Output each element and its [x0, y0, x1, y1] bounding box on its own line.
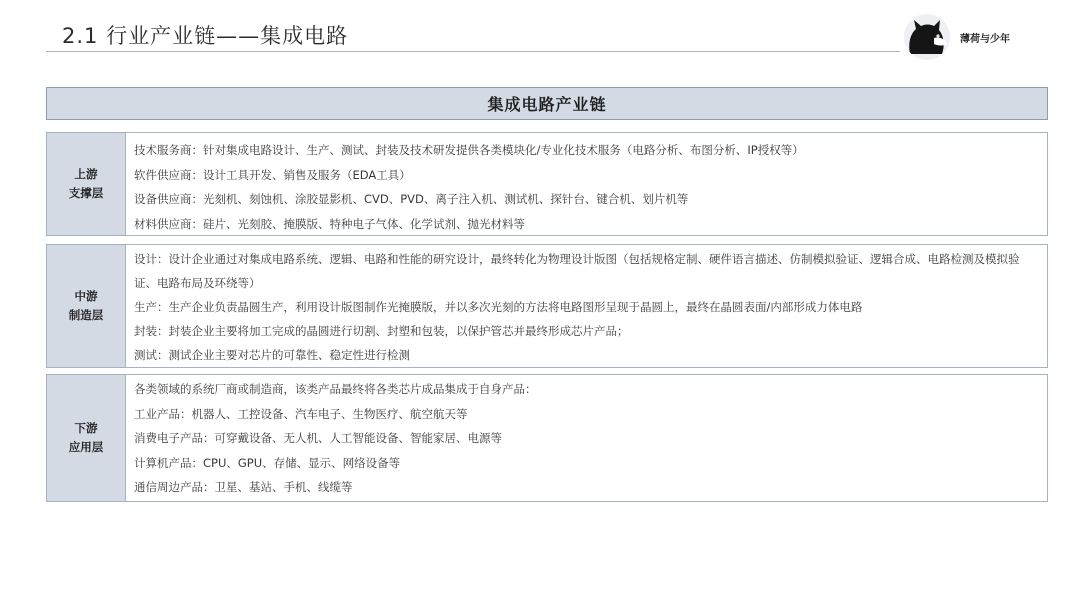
list-item: 设备供应商：光刻机、刻蚀机、涂胶显影机、CVD、PVD、离子注入机、测试机、探针台、键合机、划片机等	[134, 192, 689, 206]
section-label	[47, 133, 126, 235]
list-item: 通信周边产品：卫星、基站、手机、线缆等	[134, 480, 353, 494]
section-label-line1: 下游	[74, 421, 98, 435]
list-item: 技术服务商：针对集成电路设计、生产、测试、封装及技术研发提供各类模块化/专业化技术服务（电路分析、布图分析、IP授权等）	[134, 143, 804, 157]
section-midstream	[46, 244, 1048, 368]
banner-title: 集成电路产业链	[46, 87, 1048, 120]
list-item: 测试：测试企业主要对芯片的可靠性、稳定性进行检测	[134, 348, 410, 362]
brand-name: 薄荷与少年	[960, 34, 1010, 45]
page-title: 2.1 行业产业链——集成电路	[62, 24, 349, 48]
section-label-line1: 中游	[74, 289, 98, 303]
list-item: 消费电子产品：可穿戴设备、无人机、人工智能设备、智能家居、电源等	[134, 431, 502, 445]
list-item: 设计：设计企业通过对集成电路系统、逻辑、电路和性能的研究设计，最终转化为物理设计版图（包括规格定制、硬件语言描述、仿制模拟验证、逻辑合成、电路检测及模拟验证、电路布局及环绕等）	[134, 252, 1020, 290]
section-downstream	[46, 374, 1048, 502]
list-item: 生产：生产企业负责晶圆生产，利用设计版图制作光掩膜版，并以多次光刻的方法将电路图形呈现于晶圆上，最终在晶圆表面/内部形成力体电路	[134, 300, 863, 314]
brand-logo	[904, 14, 1024, 62]
list-item: 软件供应商：设计工具开发、销售及服务（EDA工具）	[134, 167, 411, 182]
section-label-line1: 上游	[74, 167, 98, 181]
list-item: 各类领域的系统厂商或制造商，该类产品最终将各类芯片成品集成于自身产品：	[134, 382, 537, 396]
list-item: 封装：封装企业主要将加工完成的晶圆进行切割、封塑和包装，以保护管芯并最终形成芯片产品；	[134, 324, 629, 338]
section-label-line2: 应用层	[68, 440, 104, 454]
section-upstream	[46, 132, 1048, 236]
section-body	[126, 375, 1047, 501]
cat-avatar-icon	[904, 14, 950, 60]
section-label	[47, 375, 126, 501]
list-item: 计算机产品：CPU、GPU、存储、显示、网络设备等	[134, 455, 401, 470]
list-item: 材料供应商：硅片、光刻胶、掩膜版、特种电子气体、化学试剂、抛光材料等	[134, 216, 525, 231]
header-divider	[46, 51, 900, 52]
section-body	[126, 133, 1047, 235]
list-item: 工业产品：机器人、工控设备、汽车电子、生物医疗、航空航天等	[134, 406, 468, 421]
section-label-line2: 支撑层	[68, 186, 104, 200]
section-label-line2: 制造层	[68, 308, 104, 322]
section-body	[126, 245, 1047, 367]
section-label	[47, 245, 126, 367]
